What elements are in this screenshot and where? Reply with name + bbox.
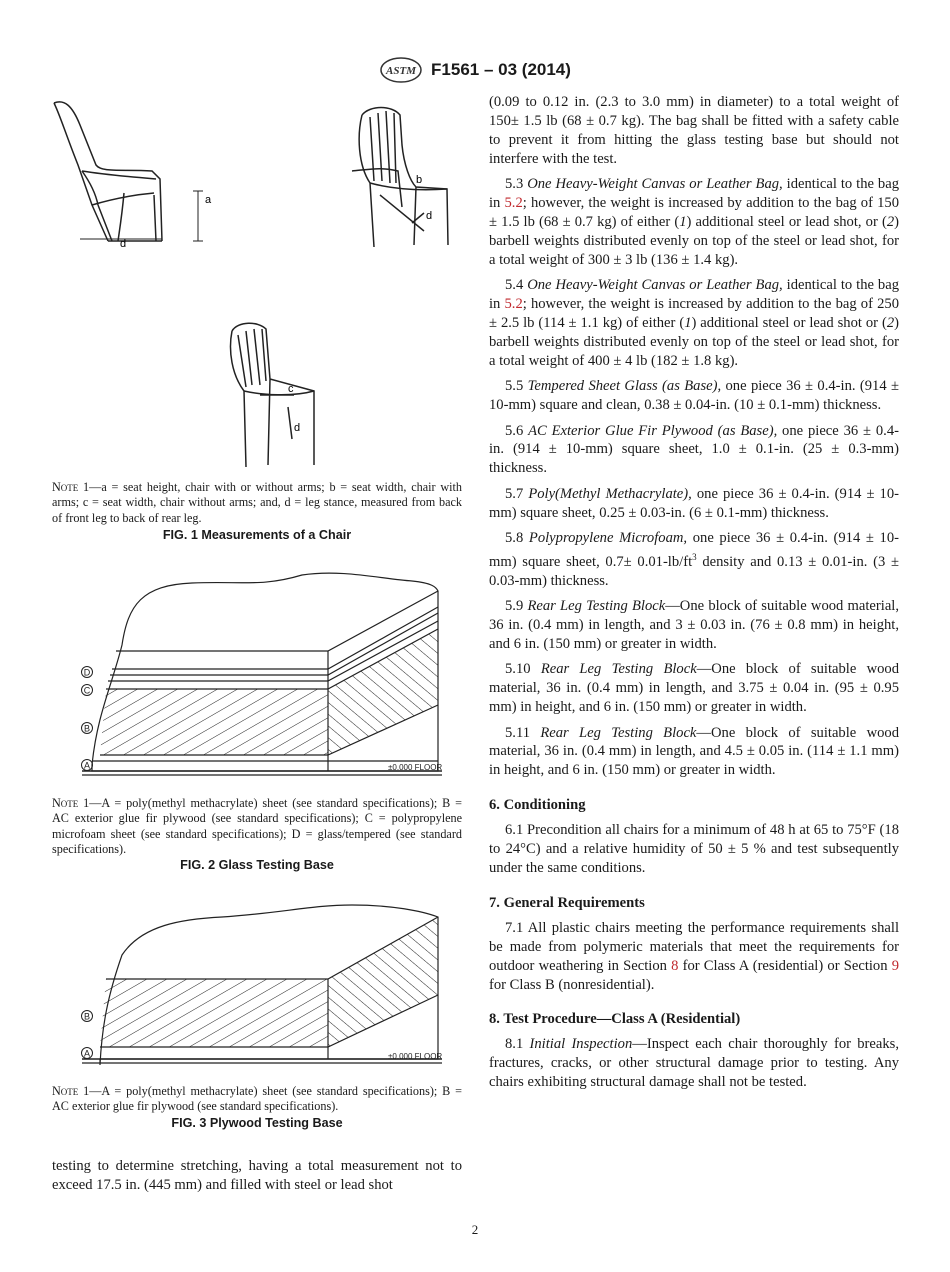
heading-general-requirements: 7. General Requirements [489, 894, 645, 911]
page-number: 2 [471, 1222, 479, 1237]
svg-text:D: D [83, 667, 91, 678]
fig2-note: Note 1—A = poly(methyl methacrylate) sheet (see standard specifications); B = AC exterior glue fir plywood (see standard specifications); C = polypropylene microfoam sheet (see standard specifications); D = glass/tempered (see standard specifications). [52, 796, 462, 857]
paragraph-continued: (0.09 to 0.12 in. (2.3 to 3.0 mm) in diameter) to a total weight of 150± 1.5 lb (68 ± 0.7 kg). The bag shall be fitted with a safety cable to prevent it from hitting the glass testing base but should not interfere with the test. [489, 94, 899, 167]
label-d-armchair: d [426, 210, 433, 222]
astm-logo-icon [379, 56, 423, 84]
svg-text:B: B [83, 1011, 91, 1022]
floor-label: ±0.000 FLOOR [388, 763, 443, 772]
section-7-1: 7.1 All plastic chairs meeting the performance requirements shall be made from polymeric materials that meet the requirements for outdoor weathering in Section 8 for Class A (residential) or Section 9 for Class B (nonresidential). [489, 919, 900, 993]
ref-section-8-link[interactable]: 8 [671, 957, 679, 974]
section-5-11: 5.11 Rear Leg Testing Block—One block of suitable wood material, 36 in. (0.4 mm) in length, and 4.5 ± 0.05 in. (114 ± 1.1 mm) in height, and 6 in. (150 mm) or greater in width. [489, 724, 899, 779]
heading-test-procedure: 8. Test Procedure—Class A (Residential) [489, 1011, 741, 1028]
section-6-1: 6.1 Precondition all chairs for a minimum of 48 h at 65 to 75°F (18 to 24°C) and a relative humidity of 50 ± 5 % and test subsequently under the same conditions. [489, 822, 899, 876]
section-5-10: 5.10 Rear Leg Testing Block—One block of suitable wood material, 36 in. (0.4 mm) in length, and 3.75 ± 0.04 in. (95 ± 0.95 mm) in height, and 6 in. (150 mm) or greater in width. [489, 661, 900, 716]
left-column-continuation: testing to determine stretching, having a total measurement not to exceed 17.5 in. (445 mm) and filled with steel or lead shot [52, 1158, 462, 1193]
section-5-9: 5.9 Rear Leg Testing Block—One block of suitable wood material, 36 in. (0.4 mm) in length, and 3 ± 0.03 in. (76 ± 0.8 mm) in height, and 6 in. (150 mm) or greater in width. [489, 598, 899, 652]
section-8-1: 8.1 Initial Inspection—Inspect each chair thoroughly for breaks, fractures, cracks, or other structural damage prior to testing. Any chairs exhibiting structural damage shall not be tested. [489, 1036, 899, 1091]
page-header [0, 56, 950, 84]
label-b: b [416, 174, 423, 186]
fig3-plywood-testing-base [52, 895, 462, 1085]
fig3-caption: FIG. 3 Plywood Testing Base [171, 1116, 343, 1130]
ref-5-2-link[interactable]: 5.2 [504, 195, 523, 212]
ref-5-2-link[interactable]: 5.2 [504, 296, 523, 313]
armchair-three-quarter-view [352, 108, 448, 248]
side-chair-view [231, 323, 315, 467]
svg-text:C: C [83, 685, 91, 696]
section-5-4: 5.4 One Heavy-Weight Canvas or Leather Bag, identical to the bag in 5.2; however, the weight is increased by addition to the bag of 250 ± 2.5 lb (114 ± 1.1 kg) of either (1) additional steel or lead shot or (2) barbell weights distributed evenly on top of the steel or lead shot, for a total weight of 400 ± 4 lb (182 ± 1.8 kg). [489, 277, 900, 369]
chair-side-view [54, 102, 162, 241]
fig3-note: Note 1—A = poly(methyl methacrylate) sheet (see standard specifications); B = AC exterior glue fir plywood (see standard specifications). [52, 1084, 462, 1114]
section-5-5: 5.5 Tempered Sheet Glass (as Base), one piece 36 ± 0.4-in. (914 ± 10-mm) square and clean, 0.38 ± 0.04-in. (10 ± 0.1-mm) thickness. [489, 378, 900, 414]
section-5-8: 5.8 Polypropylene Microfoam, one piece 36 ± 0.4-in. (914 ± 10-mm) square sheet, $0.7\pm 0.01-lb/ft^3$ density and 0.13 ± 0.01-in. (3 ± 0.03-mm) thickness. [489, 530, 900, 589]
fig1-caption: FIG. 1 Measurements of a Chair [162, 528, 352, 542]
section-5-7: 5.7 Poly(Methyl Methacrylate), one piece 36 ± 0.4-in. (914 ± 10-mm) square sheet, 0.25 ± 0.03-in. (6 ± 0.1-mm) thickness. [489, 485, 899, 521]
label-d-sidechair: d [294, 422, 301, 434]
label-c: c [288, 383, 294, 395]
svg-text:A: A [83, 760, 91, 771]
section-5-6: 5.6 AC Exterior Glue Fir Plywood (as Base), one piece 36 ± 0.4-in. (914 ± 10-mm) square sheet, 1.0 ± 0.1-in. (25 ± 0.3-mm) thickness. [489, 422, 899, 477]
document-designation: F1561 – 03 (2014) [431, 60, 571, 79]
label-d-side: d [120, 238, 127, 250]
svg-text:ASTM: ASTM [386, 65, 417, 77]
svg-text:B: B [83, 723, 91, 734]
fig2-caption: FIG. 2 Glass Testing Base [180, 858, 334, 872]
fig2-glass-testing-base [52, 565, 462, 790]
floor-label: ±0.000 FLOOR [388, 1052, 443, 1061]
heading-conditioning: 6. Conditioning [489, 797, 586, 814]
right-column [489, 93, 899, 1099]
ref-section-9-link[interactable]: 9 [891, 957, 900, 974]
fig1-note: Note 1—a = seat height, chair with or without arms; b = seat width, chair with arms; c = seat width, chair without arms; and, d = leg stance, measured from back of front leg to back of rear leg. [52, 480, 463, 525]
label-a: a [205, 194, 212, 206]
section-5-3: 5.3 One Heavy-Weight Canvas or Leather Bag, identical to the bag in 5.2; however, the weight is increased by addition to the bag of 150 ± 1.5 lb (68 ± 0.7 kg) of either (1) additional steel or lead shot, or (2) barbell weights distributed evenly on top of the steel or lead shot, for a total weight of 300 ± 3 lb (136 ± 1.4 kg). [489, 176, 899, 268]
fig1-chair-drawings [52, 95, 462, 480]
svg-text:A: A [83, 1048, 91, 1059]
